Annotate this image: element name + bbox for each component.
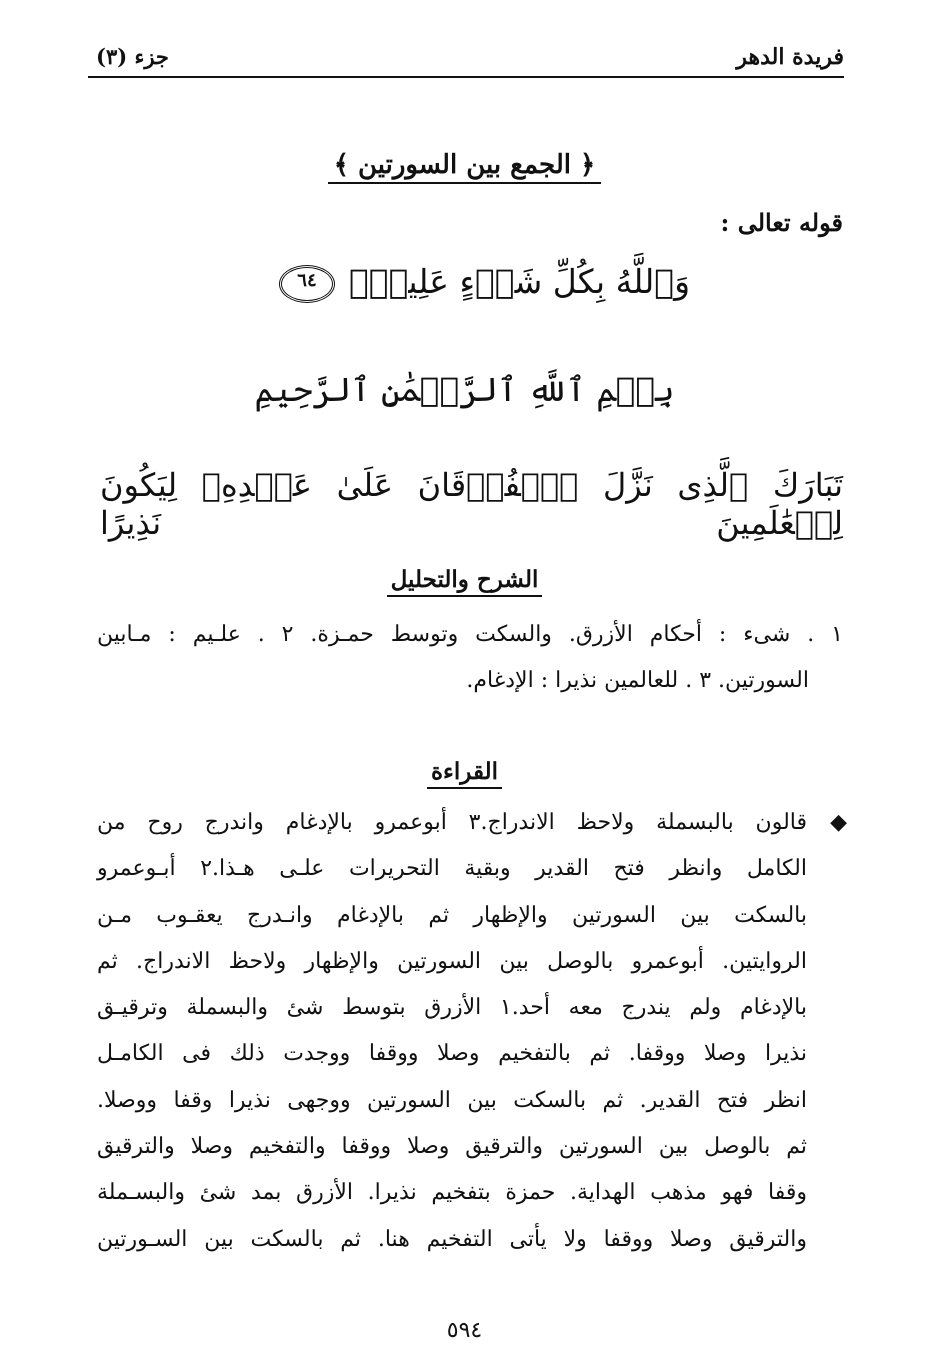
analysis-heading-text: الشرح والتحليل bbox=[387, 566, 543, 597]
reading-line: انظر فتح القدير. ثم بالسكت بين السورتين ووجهى نذيرا وقفا ووصلا. bbox=[97, 1087, 807, 1113]
reading-line: ثم بالوصل بين السورتين والترقيق وصلا ووقفا والتفخيم وصلا والترقيق bbox=[97, 1134, 807, 1160]
reading-line-text: قالون بالبسملة ولاحظ الاندراج.٣ أبوعمرو بالإدغام واندرج روح من bbox=[97, 810, 807, 835]
reading-line: والترقيق وصلا ووقفا ولا يأتى التفخيم هنا. ثم بالسكت بين السـورتين bbox=[97, 1226, 807, 1252]
reading-line: نذيرا وصلا ووقفا. ثم بالتفخيم وصلا ووقفا ووجدت ذلك فى الكامـل bbox=[97, 1041, 807, 1067]
analysis-heading bbox=[0, 566, 929, 597]
verse-end bbox=[0, 262, 929, 303]
header-rule bbox=[88, 76, 844, 78]
running-header bbox=[88, 38, 844, 78]
section-title bbox=[0, 150, 929, 184]
analysis-block bbox=[97, 612, 843, 704]
diamond-bullet-icon: ◆ bbox=[830, 810, 847, 835]
ayah-number-marker: ٦٤ bbox=[279, 265, 335, 303]
reading-line: الروايتين. أبوعمرو بالوصل بين السورتين والإظهار ولاحظ الاندراج. ثم bbox=[97, 948, 807, 974]
verse-start: تَبَارَكَ ٱلَّذِى نَزَّلَ ٱلۡفُرۡقَانَ عَلَىٰ عَبۡدِهِۦ لِيَكُونَ لِلۡعَٰلَمِينَ نَذِيرًا bbox=[100, 466, 843, 542]
reading-heading bbox=[0, 758, 929, 789]
book-title: فريدة الدهر bbox=[736, 44, 844, 70]
verse-end-text: وَٱللَّهُ بِكُلِّ شَىۡءٍ عَلِيمُۢ bbox=[348, 262, 691, 301]
reading-line: وقفا فهو مذهب الهداية. حمزة بتفخيم نذيرا. الأزرق بمد شئ والبسـملة bbox=[97, 1180, 807, 1206]
reading-line: بالسكت بين السورتين والإظهار ثم بالإدغام وانـدرج يعقـوب مـن bbox=[97, 902, 807, 928]
lead-in: قوله تعالى : bbox=[720, 208, 843, 237]
part-label: جزء (٣) bbox=[96, 44, 169, 69]
reading-line: الكامل وانظر فتح القدير وبقية التحريرات علـى هـذا.٢ أبـوعمرو bbox=[97, 856, 807, 882]
reading-line: بالإدغام ولم يندرج معه أحد.١ الأزرق بتوسط شئ والبسملة وترقيـق bbox=[97, 995, 807, 1021]
analysis-line: ١ . شىء : أحكام الأزرق. والسكت وتوسط حمـزة. ٢ . علـيم : مـابين bbox=[97, 622, 843, 647]
reading-block bbox=[97, 800, 847, 1263]
section-title-text: ﴿ الجمع بين السورتين ﴾ bbox=[328, 150, 602, 184]
page-number: ٥٩٤ bbox=[446, 1318, 483, 1343]
analysis-line: السورتين. ٣ . للعالمين نذيرا : الإدغام. bbox=[466, 668, 809, 693]
reading-line bbox=[97, 800, 847, 846]
reading-heading-text: القراءة bbox=[427, 758, 502, 789]
basmala: بِسۡمِ ٱللَّهِ ٱلرَّحۡمَٰنِ ٱلرَّحِيمِ bbox=[254, 370, 675, 409]
